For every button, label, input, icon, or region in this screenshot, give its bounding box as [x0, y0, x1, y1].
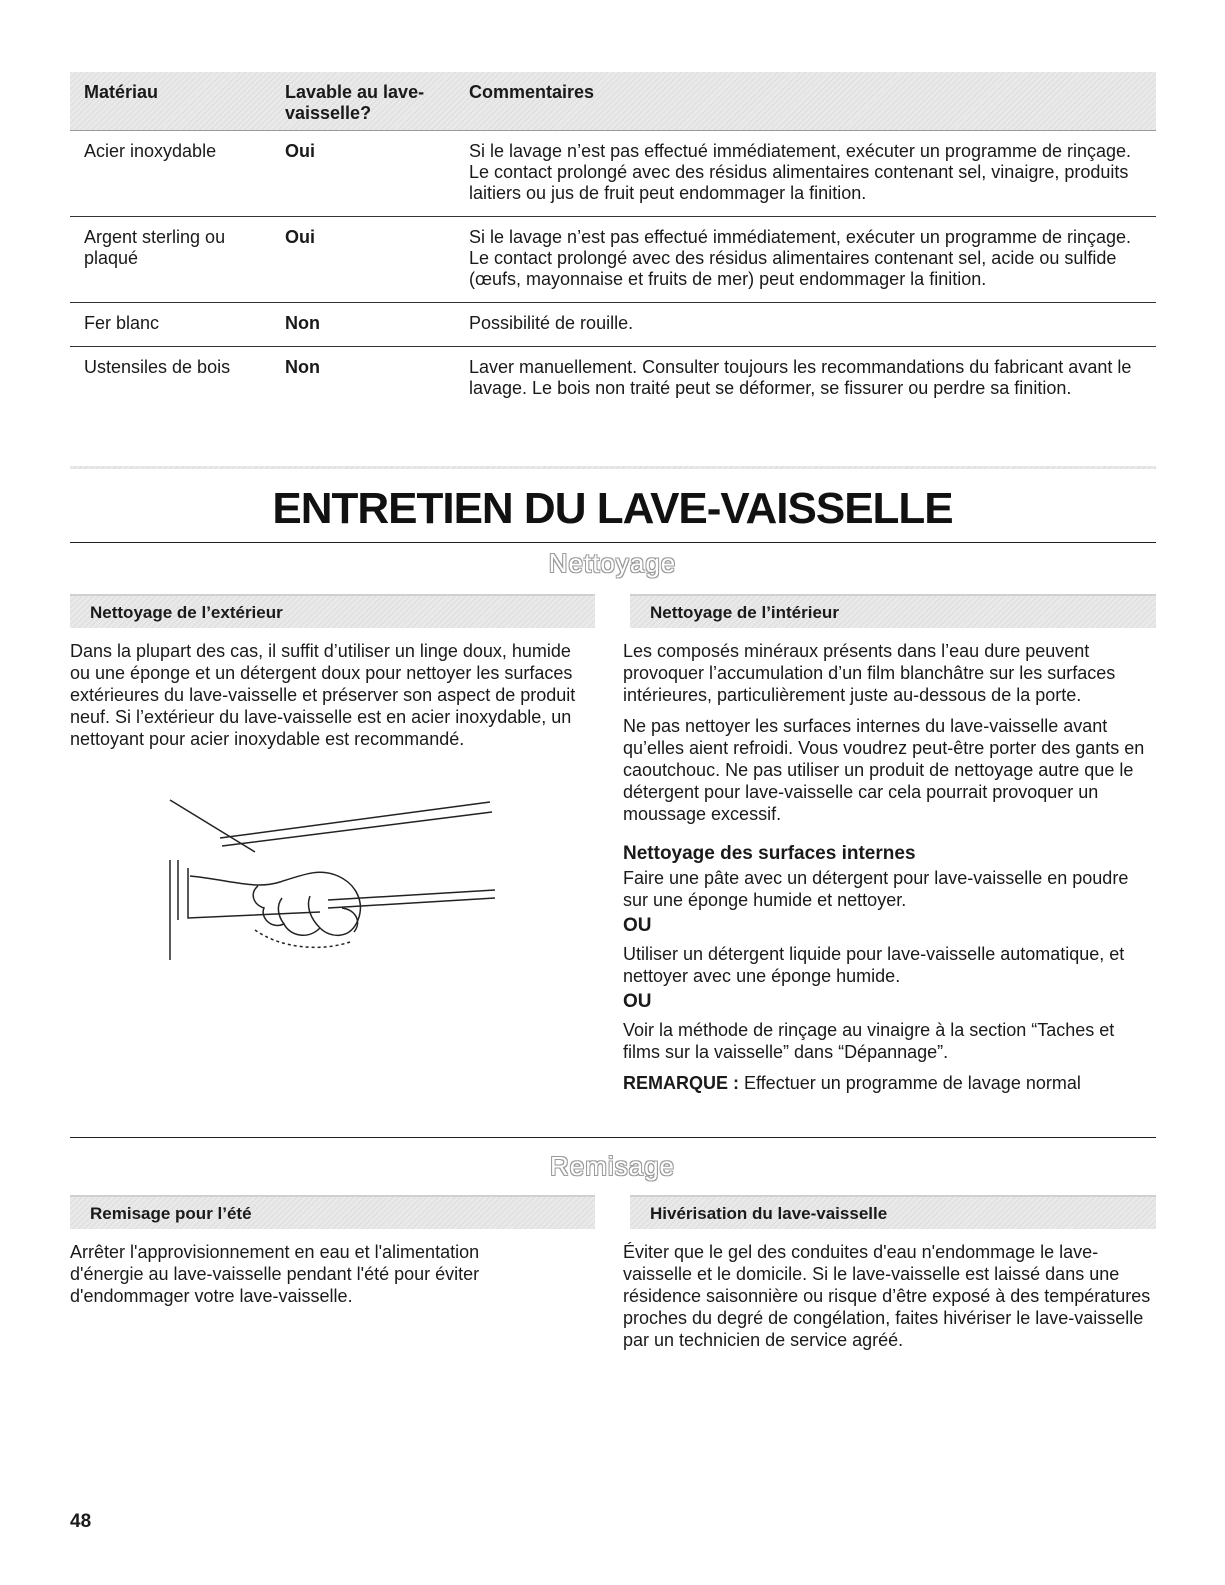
or-label: OU — [623, 915, 652, 936]
paragraph: Éviter que le gel des conduites d'eau n'endommage le lave-vaisselle et le domicile. Si le lave-vaisselle est laissé dans une résidence saisonnière ou risque d’être exposé à des températures proches du degré de congélation, faites hivériser le lave-vaisselle par un technicien de service agréé. — [623, 1242, 1151, 1350]
winter-text-block — [623, 1241, 1153, 1360]
cell-comment: Si le lavage n’est pas effectué immédiatement, exécuter un programme de rinçage. Le contact prolongé avec des résidus alimentaires contenant sel, acide ou sulfide (œufs, mayonnaise et fruits de mer) peut endommager la finition. — [469, 227, 1132, 289]
note-label: REMARQUE : — [623, 1073, 739, 1093]
subsection-title: Remisage pour l’été — [90, 1204, 252, 1223]
or-label: OU — [623, 991, 652, 1012]
paragraph: Dans la plupart des cas, il suffit d’utiliser un linge doux, humide ou une éponge et un détergent doux pour nettoyer les surfaces extérieures du lave-vaisselle et préserver son aspect de produit neuf. Si l’extérieur du lave-vaisselle est en acier inoxydable, un nettoyant pour acier inoxydable est recommandé. — [70, 641, 576, 749]
header-comments: Commentaires — [469, 82, 595, 102]
subsection-bar-interior — [630, 594, 1156, 628]
table-row — [70, 303, 1156, 347]
divider — [70, 466, 1156, 469]
section-heading-remisage: Remisage — [549, 1151, 676, 1181]
table-header — [70, 72, 1156, 131]
paragraph: Arrêter l'approvisionnement en eau et l'alimentation d'énergie au lave-vaisselle pendant l'été pour éviter d'endommager votre lave-vaisselle. — [70, 1242, 480, 1306]
subsection-title: Hivérisation du lave-vaisselle — [650, 1204, 888, 1223]
subsection-bar-winter — [630, 1195, 1156, 1229]
paragraph: Voir la méthode de rinçage au vinaigre à la section “Taches et films sur la vaisselle” dans “Dépannage”. — [623, 1020, 1115, 1062]
cell-washable: Non — [285, 313, 320, 333]
cell-washable: Oui — [285, 227, 315, 247]
cleaning-hand-illustration — [160, 790, 510, 970]
paragraph: Ne pas nettoyer les surfaces internes du lave-vaisselle avant qu’elles aient refroidi. Vous voudrez peut-être porter des gants en caoutchouc. Ne pas utiliser un produit de nettoyage autre que le détergent pour lave-vaisselle car cela pourrait provoquer un moussage excessif. — [623, 716, 1145, 824]
table-row — [70, 217, 1156, 303]
cell-material: Acier inoxydable — [84, 141, 217, 161]
cell-washable: Oui — [285, 141, 315, 161]
paragraph: Les composés minéraux présents dans l’eau dure peuvent provoquer l’accumulation d’un film blanchâtre sur les surfaces intérieures, particulièrement juste au-dessous de la porte. — [623, 641, 1116, 705]
summer-text-block — [70, 1241, 550, 1316]
page-number: 48 — [70, 1511, 92, 1532]
materials-table — [70, 72, 1156, 411]
cell-comment: Possibilité de rouille. — [469, 313, 634, 333]
table-row — [70, 347, 1156, 411]
cell-material: Fer blanc — [84, 313, 160, 333]
divider — [70, 542, 1156, 543]
header-washable: Lavable au lave- vaisselle? — [285, 82, 425, 123]
cell-material: Ustensiles de bois — [84, 357, 231, 377]
subsection-title: Nettoyage de l’intérieur — [650, 603, 839, 622]
cell-comment: Laver manuellement. Consulter toujours les recommandations du fabricant avant le lavage. Le bois non traité peut se déformer, se fissurer ou perdre sa finition. — [469, 357, 1132, 398]
subsection-bar-exterior — [70, 594, 595, 628]
section-heading-nettoyage: Nettoyage — [548, 548, 677, 578]
page-title: ENTRETIEN DU LAVE-VAISSELLE — [272, 484, 953, 533]
note-text: Effectuer un programme de lavage normal — [739, 1073, 1081, 1093]
subsection-heading: Nettoyage des surfaces internes — [623, 843, 916, 864]
note — [623, 1072, 1153, 1094]
interior-text-block — [623, 640, 1153, 1103]
header-material: Matériau — [84, 82, 159, 102]
divider — [70, 1137, 1156, 1138]
paragraph: Utiliser un détergent liquide pour lave-vaisselle automatique, et nettoyer avec une éponge humide. — [623, 944, 1125, 986]
subsection-title: Nettoyage de l’extérieur — [90, 603, 283, 622]
exterior-text-block — [70, 640, 595, 759]
subsection-bar-summer — [70, 1195, 595, 1229]
cell-material: Argent sterling ou plaqué — [84, 227, 226, 268]
table-row — [70, 131, 1156, 217]
paragraph: Faire une pâte avec un détergent pour lave-vaisselle en poudre sur une éponge humide et nettoyer. — [623, 868, 1129, 910]
cell-washable: Non — [285, 357, 320, 377]
cell-comment: Si le lavage n’est pas effectué immédiatement, exécuter un programme de rinçage. Le contact prolongé avec des résidus alimentaires contenant sel, vinaigre, produits laitiers ou jus de fruit peut endommager la finition. — [469, 141, 1132, 203]
